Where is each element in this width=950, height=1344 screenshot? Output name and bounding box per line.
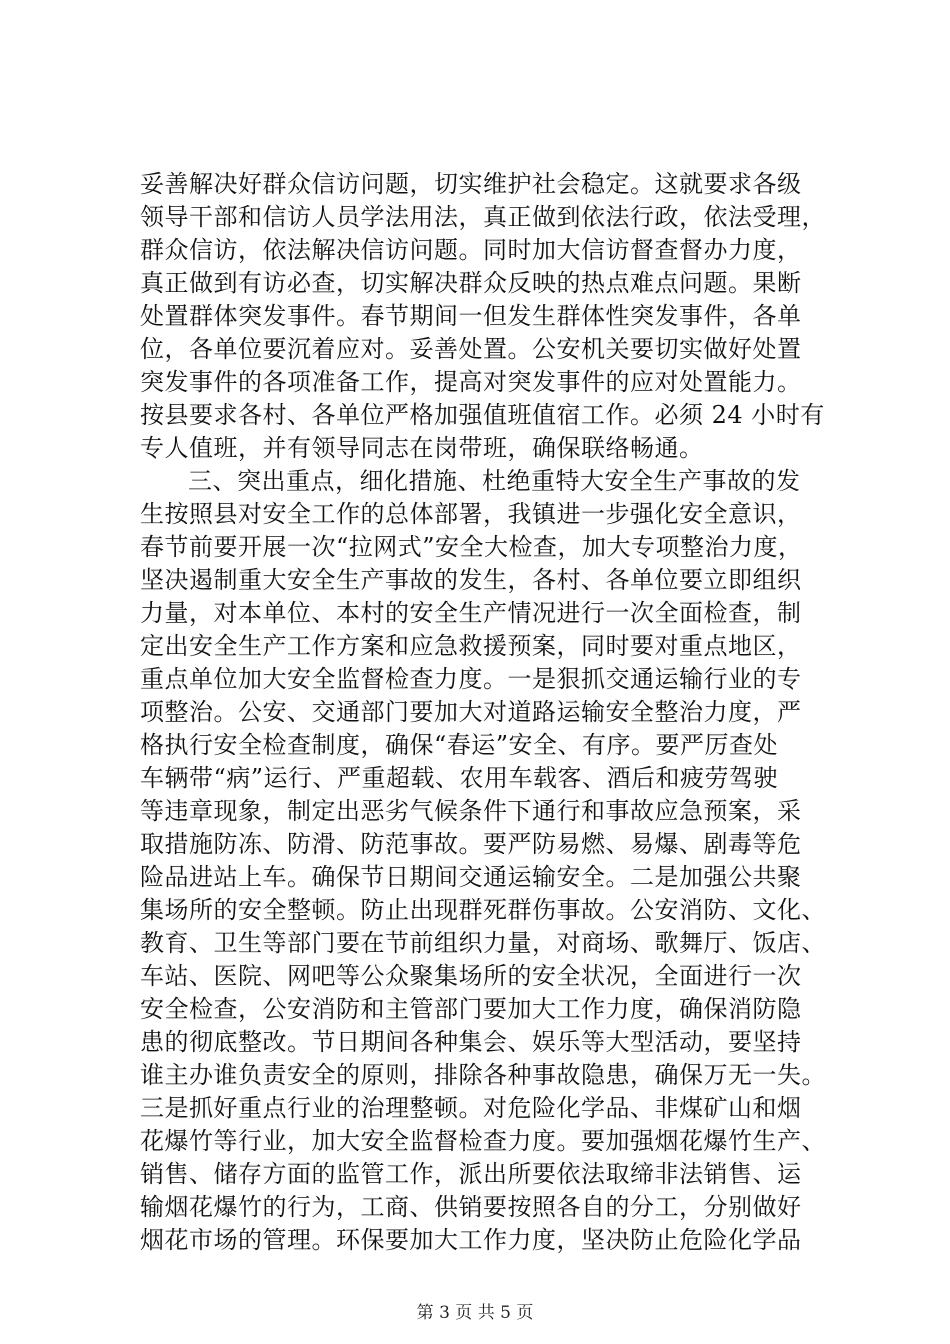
text-line: 真正做到有访必查，切实解决群众反映的热点难点问题。果断 (140, 269, 802, 297)
text-line: 集场所的安全整顿。防止出现群死群伤事故。公安消防、文化、 (140, 896, 826, 924)
text-line: 群众信访，依法解决信访问题。同时加大信访督查督办力度， (140, 236, 802, 264)
section-heading-line: 三、突出重点，细化措施、杜绝重特大安全生产事故的发 (188, 467, 801, 495)
text-line: 位，各单位要沉着应对。妥善处置。公安机关要切实做好处置 (140, 335, 802, 363)
text-line: 春节前要开展一次“拉网式”安全大检查，加大专项整治力度， (140, 533, 803, 561)
text-line: 谁主办谁负责安全的原则，排除各种事故隐患，确保万无一失。 (140, 1061, 826, 1089)
text-line: 生按照县对安全工作的总体部署，我镇进一步强化安全意识， (140, 500, 802, 528)
text-line: 项整治。公安、交通部门要加大对道路运输安全整治力度，严 (140, 698, 802, 726)
text-line: 重点单位加大安全监督检查力度。一是狠抓交通运输行业的专 (140, 665, 802, 693)
text-line: 处置群体突发事件。春节期间一但发生群体性突发事件，各单 (140, 302, 802, 330)
text-line: 等违章现象，制定出恶劣气候条件下通行和事故应急预案，采 (140, 797, 802, 825)
text-line: 专人值班，并有领导同志在岗带班，确保联络畅通。 (140, 434, 704, 462)
text-line: 领导干部和信访人员学法用法，真正做到依法行政，依法受理， (140, 203, 826, 231)
text-line: 安全检查，公安消防和主管部门要加大工作力度，确保消防隐 (140, 995, 802, 1023)
body-text (140, 168, 852, 1257)
text-line: 取措施防冻、防滑、防范事故。要严防易燃、易爆、剧毒等危 (140, 830, 802, 858)
text-line: 按县要求各村、各单位严格加强值班值宿工作。必须 24 小时有 (140, 401, 825, 429)
text-line: 定出安全生产工作方案和应急救援预案，同时要对重点地区， (140, 632, 802, 660)
text-line: 教育、卫生等部门要在节前组织力量，对商场、歌舞厅、饭店、 (140, 929, 826, 957)
text-line: 力量，对本单位、本村的安全生产情况进行一次全面检查，制 (140, 599, 802, 627)
text-line: 车站、医院、网吧等公众聚集场所的安全状况，全面进行一次 (140, 962, 802, 990)
text-line: 烟花市场的管理。环保要加大工作力度，坚决防止危险化学品 (140, 1226, 802, 1254)
text-line: 突发事件的各项准备工作，提高对突发事件的应对处置能力。 (140, 368, 802, 396)
text-line: 花爆竹等行业，加大安全监督检查力度。要加强烟花爆竹生产、 (140, 1127, 826, 1155)
text-line: 患的彻底整改。节日期间各种集会、娱乐等大型活动，要坚持 (140, 1028, 802, 1056)
text-line: 险品进站上车。确保节日期间交通运输安全。二是加强公共聚 (140, 863, 802, 891)
text-line: 销售、储存方面的监管工作，派出所要依法取缔非法销售、运 (140, 1160, 802, 1188)
page-number-footer: 第 3 页 共 5 页 (416, 1303, 534, 1323)
text-line: 车辆带“病”运行、严重超载、农用车载客、酒后和疲劳驾驶 (140, 764, 779, 792)
text-line: 妥善解决好群众信访问题，切实维护社会稳定。这就要求各级 (140, 170, 802, 198)
text-line: 输烟花爆竹的行为，工商、供销要按照各自的分工，分别做好 (140, 1193, 802, 1221)
text-line: 格执行安全检查制度，确保“春运”安全、有序。要严厉查处 (140, 731, 779, 759)
text-line: 坚决遏制重大安全生产事故的发生，各村、各单位要立即组织 (140, 566, 802, 594)
text-line: 三是抓好重点行业的治理整顿。对危险化学品、非煤矿山和烟 (140, 1094, 802, 1122)
